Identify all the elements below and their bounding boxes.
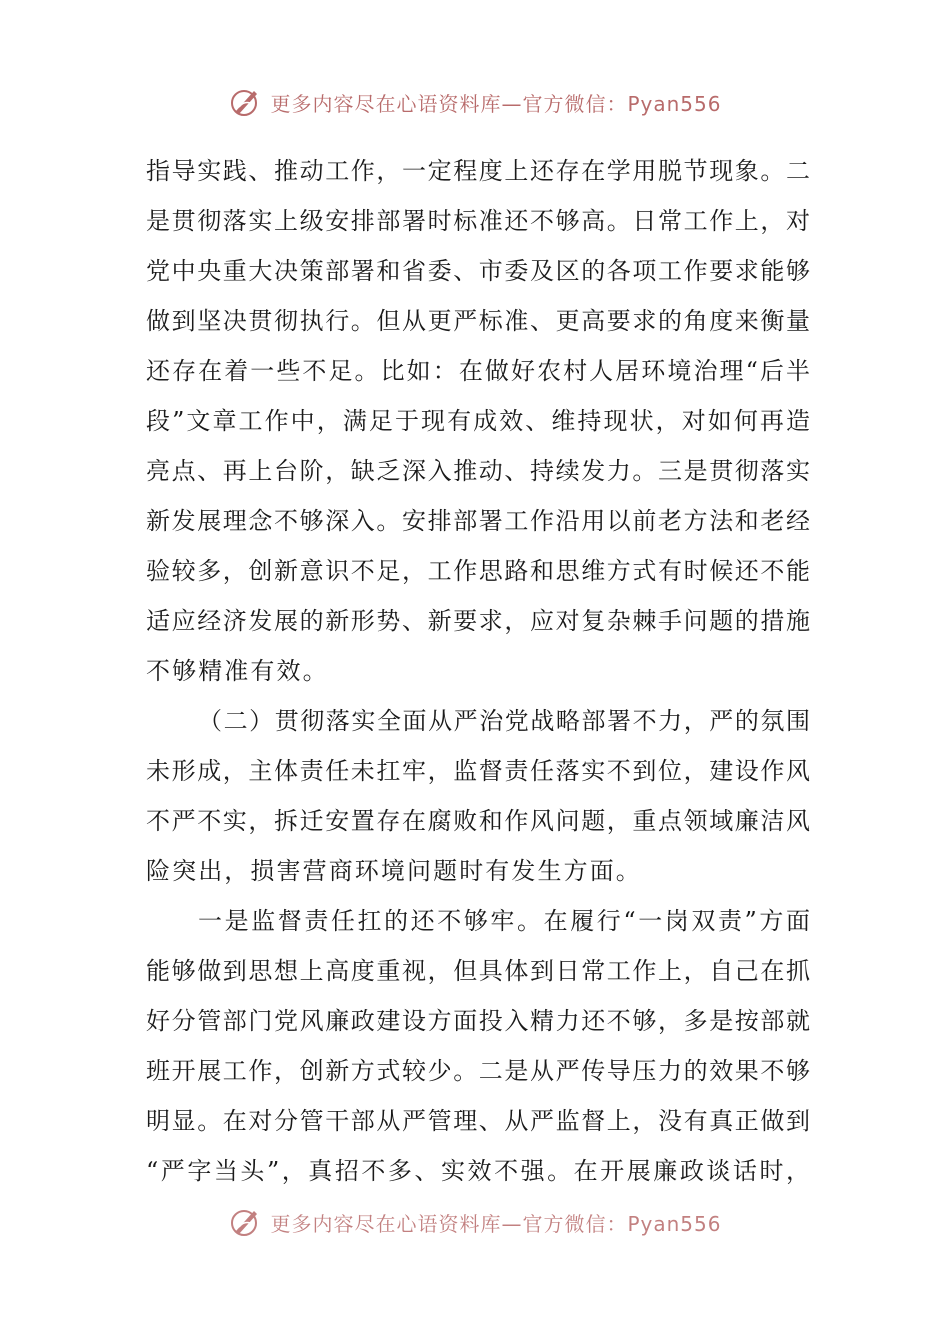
text-line: 好分管部门党风廉政建设方面投入精力还不够，多是按部就: [146, 1007, 810, 1035]
text-line: 险突出，损害营商环境问题时有发生方面。: [146, 857, 642, 885]
text-line: 是贯彻落实上级安排部署时标准还不够高。日常工作上，对: [146, 207, 810, 235]
text-line: （二）贯彻落实全面从严治党战略部署不力，严的氛围: [198, 707, 810, 735]
text-line: 一是监督责任扛的还不够牢。在履行“一岗双责”方面: [198, 907, 810, 935]
text-line: 明显。在对分管干部从严管理、从严监督上，没有真正做到: [146, 1107, 810, 1135]
watermark-footer-text: 更多内容尽在心语资料库—官方微信：Pyan556: [270, 1211, 722, 1236]
text-line: 不严不实，拆迁安置存在腐败和作风问题，重点领域廉洁风: [146, 807, 810, 835]
text-line: 适应经济发展的新形势、新要求，应对复杂棘手问题的措施: [146, 607, 810, 635]
text-line: “严字当头”，真招不多、实效不强。在开展廉政谈话时，: [146, 1157, 810, 1185]
watermark-footer: [0, 1202, 950, 1242]
watermark-header: [0, 82, 950, 122]
text-line: 指导实践、推动工作，一定程度上还存在学用脱节现象。二: [146, 157, 810, 185]
document-body: [146, 146, 810, 1196]
text-line: 党中央重大决策部署和省委、市委及区的各项工作要求能够: [146, 257, 810, 285]
text-line: 班开展工作，创新方式较少。二是从严传导压力的效果不够: [146, 1057, 810, 1085]
text-line: 段”文章工作中，满足于现有成效、维持现状，对如何再造: [146, 407, 810, 435]
pen-logo-icon: [228, 85, 262, 119]
text-line: 不够精准有效。: [146, 657, 329, 685]
text-line: 未形成，主体责任未扛牢，监督责任落实不到位，建设作风: [146, 757, 810, 785]
text-line: 新发展理念不够深入。安排部署工作沿用以前老方法和老经: [146, 507, 810, 535]
watermark-header-text: 更多内容尽在心语资料库—官方微信：Pyan556: [270, 91, 722, 116]
pen-logo-icon: [228, 1205, 262, 1239]
text-line: 验较多，创新意识不足，工作思路和思维方式有时候还不能: [146, 557, 810, 585]
text-line: 能够做到思想上高度重视，但具体到日常工作上，自己在抓: [146, 957, 810, 985]
text-line: 做到坚决贯彻执行。但从更严标准、更高要求的角度来衡量: [146, 307, 810, 335]
text-line: 亮点、再上台阶，缺乏深入推动、持续发力。三是贯彻落实: [146, 457, 810, 485]
text-line: 还存在着一些不足。比如：在做好农村人居环境治理“后半: [146, 357, 810, 385]
